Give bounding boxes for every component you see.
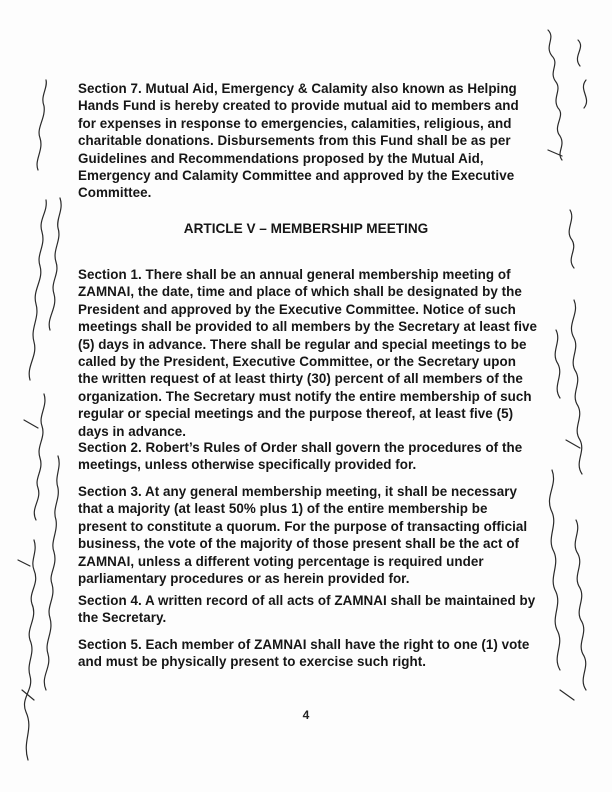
left-margin-signature xyxy=(18,80,61,760)
section-7-paragraph: Section 7. Mutual Aid, Emergency & Calamity also known as Helping Hands Fund is hereby created to provide mutual aid to members and for expenses in response to emergencies, calamities, religious, and charitable donations. Disbursements from this Fund shall be as per Guidelines and Recommendations proposed by the Mutual Aid, Emergency and Calamity Committee and approved by the Executive Committee. xyxy=(78,81,519,201)
section-3-paragraph: Section 3. At any general membership meeting, it shall be necessary that a majority (at least 50% plus 1) of the entire membership be present to constitute a quorum. For the purpose of transacting official business, the vote of the majority of those present shall be the act of ZAMNAI, unless a different voting percentage is required under parliamentary procedures or as herein provided for. xyxy=(78,484,528,587)
section-1-paragraph: Section 1. There shall be an annual general membership meeting of ZAMNAI, the date, time and place of which shall be designated by the President and approved by the Executive Committee. Notice of such meetings shall be provided to all members by the Secretary at least five (5) days in advance. There shall be regular and special meetings to be called by the President, Executive Committee, or the Secretary upon the written request of at least thirty (30) percent of all members of the organization. The Secretary must notify the entire membership of such regular or special meetings and the purpose thereof, at least five (5) days in advance. xyxy=(78,267,538,439)
right-margin-signature xyxy=(548,30,587,700)
article-heading: ARTICLE V – MEMBERSHIP MEETING xyxy=(183,221,429,236)
section-2-paragraph: Section 2. Robert’s Rules of Order shall govern the procedures of the meetings, unless otherwise specifically provided for. xyxy=(78,440,523,473)
section-4-paragraph: Section 4. A written record of all acts of ZAMNAI shall be maintained by the Secretary. xyxy=(78,593,536,626)
section-5-paragraph: Section 5. Each member of ZAMNAI shall have the right to one (1) vote and must be physically present to exercise such right. xyxy=(78,637,530,670)
page-number: 4 xyxy=(302,708,310,722)
